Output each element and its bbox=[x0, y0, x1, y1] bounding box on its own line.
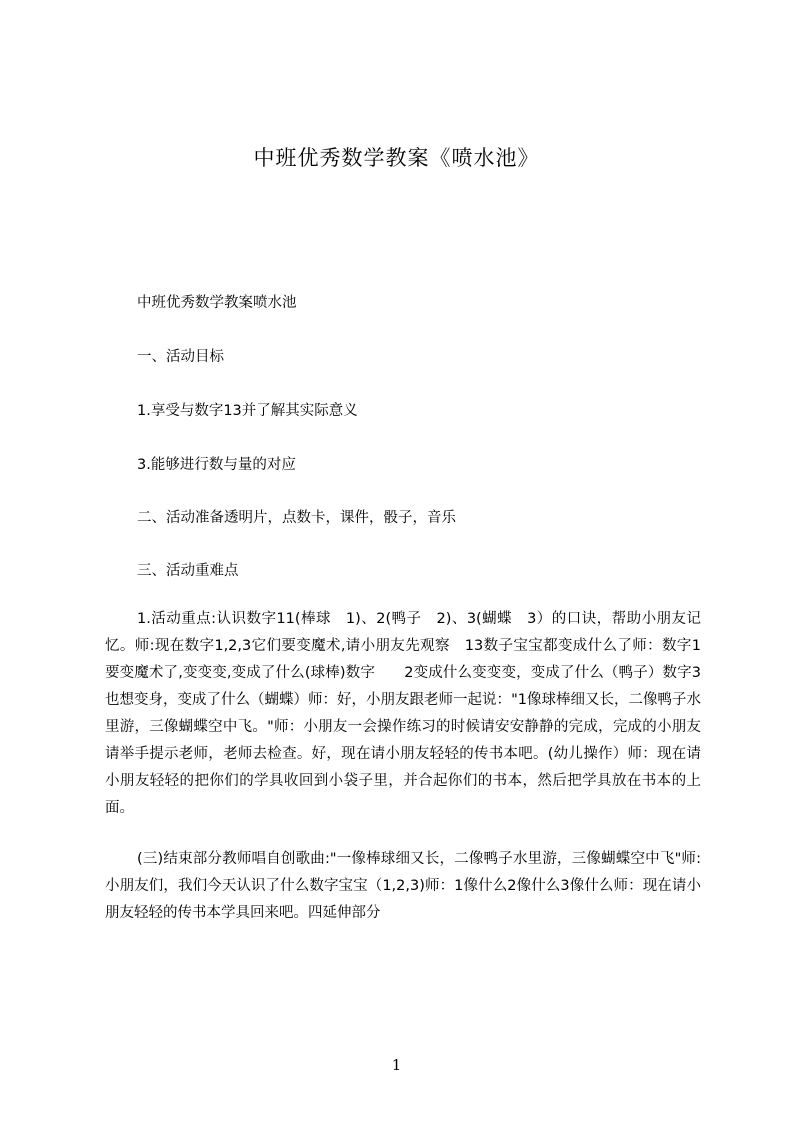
document-title: 中班优秀数学教案《喷水池》 bbox=[253, 146, 540, 170]
section-heading-goals: 一、活动目标 bbox=[137, 349, 224, 365]
page-number: 1 bbox=[391, 1056, 402, 1074]
body-paragraph-ending: (三)结束部分教师唱自创歌曲:"一像棒球细又长，二像鸭子水里游，三像蝴蝶空中飞"师:小朋友们，我们今天认识了什么数字宝宝（1,2,3)师：1像什么2像什么3像什么师：现在请小朋友轻轻的传书本学具回来吧。四延伸部分 bbox=[105, 851, 701, 921]
section-heading-keypoints: 三、活动重难点 bbox=[137, 563, 239, 579]
goal-item-1: 1.享受与数字13并了解其实际意义 bbox=[137, 403, 358, 419]
body-paragraph-keypoints: 1.活动重点:认识数字11(棒球 1)、2(鸭子 2)、3(蝴蝶 3）的口诀，帮助小朋友记忆。师:现在数字1,2,3它们要变魔术,请小朋友先观察 13数子宝宝都变成什么了师：数字1要变魔术了,变变变,变成了什么(球棒)数字 2变成什么变变变，变成了什么（鸭子）数字3也想变身，变成了什么（蝴蝶）师：好，小朋友跟老师一起说："1像球棒细又长，二像鸭子水里游，三像蝴蝶空中飞。"师：小朋友一会操作练习的时候请安安静静的完成，完成的小朋友请举手提示老师，老师去检查。好，现在请小朋友轻轻的传书本吧。(幼儿操作）师：现在请小朋友轻轻的把你们的学具收回到小袋子里，并合起你们的书本，然后把学具放在书本的上面。 bbox=[105, 611, 701, 816]
goal-item-3: 3.能够进行数与量的对应 bbox=[137, 457, 296, 473]
document-subtitle: 中班优秀数学教案喷水池 bbox=[137, 295, 297, 311]
section-preparation: 二、活动准备透明片，点数卡，课件，骰子，音乐 bbox=[137, 510, 456, 526]
